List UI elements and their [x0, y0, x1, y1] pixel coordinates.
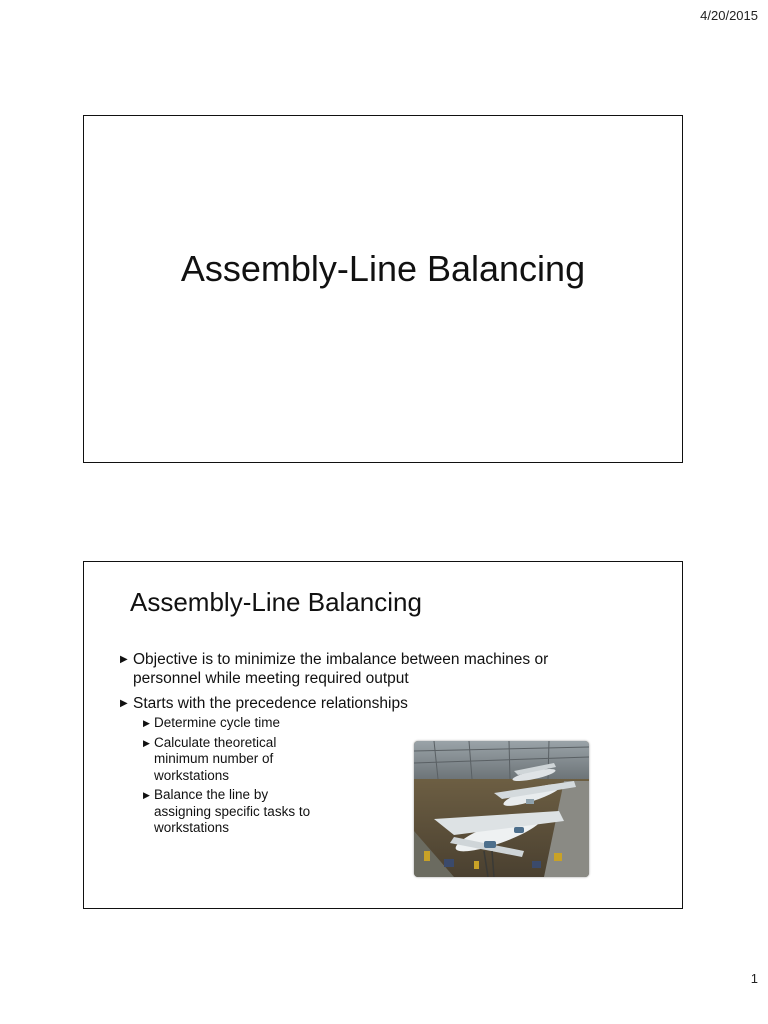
sub-bullet-item [143, 735, 313, 785]
bullet-item [120, 650, 560, 688]
slide-1-title: Assembly-Line Balancing [180, 248, 586, 289]
slide-1 [83, 115, 683, 463]
page-number: 1 [750, 971, 758, 986]
sub-bullet-item [143, 715, 313, 732]
aircraft-assembly-photo [414, 741, 589, 877]
header-date: 4/20/2015 [700, 8, 758, 23]
sub-bullet-item [143, 787, 313, 837]
bullet-text: Starts with the precedence relationships [133, 695, 408, 712]
triangle-bullet-icon: ▶ [143, 790, 150, 800]
triangle-bullet-icon: ▶ [143, 737, 150, 748]
sub-bullet-text: Balance the line by assigning specific tasks to workstations [154, 787, 311, 835]
slide-2 [83, 561, 683, 909]
sub-bullet-text: Determine cycle time [154, 715, 281, 730]
sub-bullet-text: Calculate theoretical minimum number of workstations [154, 734, 277, 783]
triangle-bullet-icon: ▶ [120, 698, 128, 709]
sub-bullet-list [143, 715, 313, 837]
triangle-bullet-icon: ▶ [120, 654, 128, 665]
bullet-text: Objective is to minimize the imbalance between machines or personnel while meeting required output [133, 651, 549, 687]
slide-2-title: Assembly-Line Balancing [130, 587, 422, 617]
triangle-bullet-icon: ▶ [143, 718, 150, 728]
